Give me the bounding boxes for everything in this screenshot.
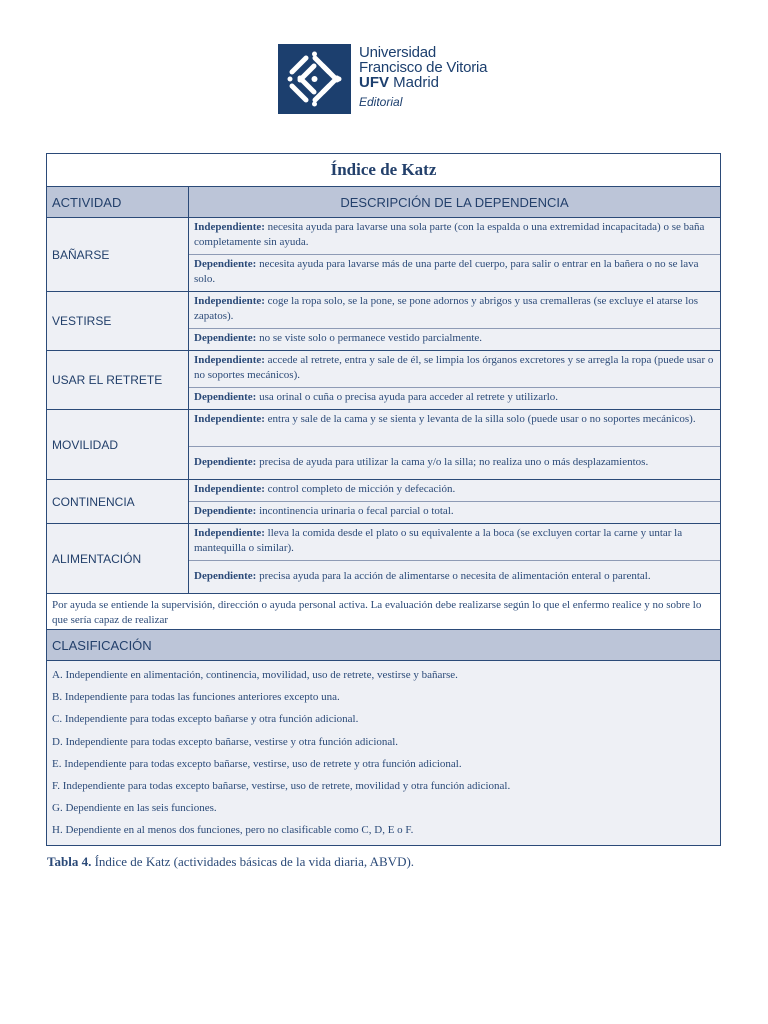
independent-text: lleva la comida desde el plato o su equivalente a la boca (se excluyen cortar la carne y untar la mantequilla o similar). bbox=[194, 527, 683, 554]
dependent-label: Dependiente: bbox=[194, 391, 257, 403]
list-item: A. Independiente en alimentación, continencia, movilidad, uso de retrete, vestirse y bañarse. bbox=[52, 669, 458, 681]
table-row bbox=[47, 218, 720, 292]
description-cells bbox=[189, 524, 720, 593]
independent-description bbox=[189, 524, 720, 561]
independent-description bbox=[189, 292, 720, 329]
logo-ufv-bold: UFV bbox=[359, 74, 389, 91]
activity-label: ALIMENTACIÓN bbox=[47, 524, 189, 593]
activity-label: BAÑARSE bbox=[47, 218, 189, 291]
independent-description bbox=[189, 480, 720, 502]
description-cells bbox=[189, 292, 720, 350]
logo-wordmark bbox=[359, 45, 487, 109]
description-cells bbox=[189, 351, 720, 409]
dependent-text: necesita ayuda para lavarse más de una parte del cuerpo, para salir o entrar en la bañera o no se lava solo. bbox=[194, 258, 699, 285]
logo-line-name: Francisco de Vitoria bbox=[359, 59, 488, 76]
dependent-label: Dependiente: bbox=[194, 332, 257, 344]
header-activity: ACTIVIDAD bbox=[47, 187, 189, 217]
logo-line-editorial: Editorial bbox=[359, 95, 403, 109]
logo-line-university: Universidad bbox=[359, 44, 437, 61]
dependent-label: Dependiente: bbox=[194, 505, 257, 517]
table-row bbox=[47, 524, 720, 594]
independent-label: Independiente: bbox=[194, 221, 265, 233]
activity-label: CONTINENCIA bbox=[47, 480, 189, 523]
classification-header: CLASIFICACIÓN bbox=[47, 630, 720, 661]
logo-madrid: Madrid bbox=[389, 74, 440, 91]
dependent-text: precisa ayuda para la acción de alimentarse o necesita de alimentación enteral o parental. bbox=[256, 570, 651, 582]
dependent-description bbox=[189, 447, 720, 479]
dependent-label: Dependiente: bbox=[194, 258, 257, 270]
caption-label: Tabla 4. bbox=[47, 854, 92, 869]
dependent-text: usa orinal o cuña o precisa ayuda para acceder al retrete y utilizarlo. bbox=[256, 391, 559, 403]
dependent-label: Dependiente: bbox=[194, 456, 257, 468]
description-cells bbox=[189, 480, 720, 523]
table-row bbox=[47, 410, 720, 480]
dependent-description bbox=[189, 329, 720, 350]
dependent-text: no se viste solo o permanece vestido parcialmente. bbox=[256, 332, 483, 344]
caption-text: Índice de Katz (actividades básicas de la vida diaria, ABVD). bbox=[91, 854, 415, 869]
classification-list bbox=[47, 661, 720, 845]
katz-index-table bbox=[46, 153, 721, 846]
independent-label: Independiente: bbox=[194, 527, 265, 539]
table-header-row bbox=[47, 187, 720, 218]
independent-text: entra y sale de la cama y se sienta y levanta de la silla solo (puede usar o no soportes mecánicos). bbox=[264, 413, 696, 425]
activity-label: USAR EL RETRETE bbox=[47, 351, 189, 409]
table-row bbox=[47, 480, 720, 524]
dependent-description bbox=[189, 255, 720, 291]
independent-text: necesita ayuda para lavarse una sola parte (con la espalda o una extremidad incapacitada) o se baña completamente sin ayuda. bbox=[194, 221, 705, 248]
independent-label: Independiente: bbox=[194, 295, 265, 307]
list-item: H. Dependiente en al menos dos funciones, pero no clasificable como C, D, E o F. bbox=[52, 824, 414, 837]
dependent-text: precisa de ayuda para utilizar la cama y/o la silla; no realiza uno o más desplazamientos. bbox=[256, 456, 649, 468]
table-note: Por ayuda se entiende la supervisión, dirección o ayuda personal activa. La evaluación debe realizarse según lo que el enfermo realice y no sobre lo que sería capaz de realizar bbox=[47, 594, 720, 630]
logo-line-ufv bbox=[359, 75, 487, 90]
independent-text: coge la ropa solo, se la pone, se pone adornos y abrigos y usa cremalleras (se excluye el atarse los zapatos). bbox=[194, 295, 699, 322]
independent-description bbox=[189, 218, 720, 255]
list-item: E. Independiente para todas excepto bañarse, vestirse, uso de retrete y otra función adicional. bbox=[52, 757, 462, 770]
list-item: F. Independiente para todas excepto bañarse, vestirse, uso de retrete, movilidad y otra función adicional. bbox=[52, 779, 511, 792]
dependent-text: incontinencia urinaria o fecal parcial o total. bbox=[256, 505, 454, 517]
activity-label: VESTIRSE bbox=[47, 292, 189, 350]
independent-description bbox=[189, 351, 720, 388]
independent-label: Independiente: bbox=[194, 354, 265, 366]
independent-text: control completo de micción y defecación. bbox=[264, 483, 456, 495]
independent-label: Independiente: bbox=[194, 413, 265, 425]
activity-label: MOVILIDAD bbox=[47, 410, 189, 479]
header-description: DESCRIPCIÓN DE LA DEPENDENCIA bbox=[340, 194, 569, 210]
dependent-description bbox=[189, 502, 720, 523]
table-caption bbox=[47, 854, 414, 870]
independent-description bbox=[189, 410, 720, 447]
list-item: B. Independiente para todas las funciones anteriores excepto una. bbox=[52, 691, 340, 704]
independent-text: accede al retrete, entra y sale de él, se limpia los órganos excretores y se arregla la ropa (puede usar o no soportes mecánicos). bbox=[194, 354, 714, 381]
table-row bbox=[47, 351, 720, 410]
list-item: C. Independiente para todas excepto bañarse y otra función adicional. bbox=[52, 713, 359, 726]
ufv-emblem-icon bbox=[278, 44, 351, 114]
table-row bbox=[47, 292, 720, 351]
list-item: D. Independiente para todas excepto bañarse, vestirse y otra función adicional. bbox=[52, 735, 399, 748]
publisher-logo bbox=[278, 44, 518, 114]
dependent-description bbox=[189, 388, 720, 409]
dependent-description bbox=[189, 561, 720, 593]
description-cells bbox=[189, 218, 720, 291]
list-item: G. Dependiente en las seis funciones. bbox=[52, 802, 217, 815]
table-title: Índice de Katz bbox=[47, 154, 720, 187]
dependent-label: Dependiente: bbox=[194, 570, 257, 582]
independent-label: Independiente: bbox=[194, 483, 265, 495]
description-cells bbox=[189, 410, 720, 479]
